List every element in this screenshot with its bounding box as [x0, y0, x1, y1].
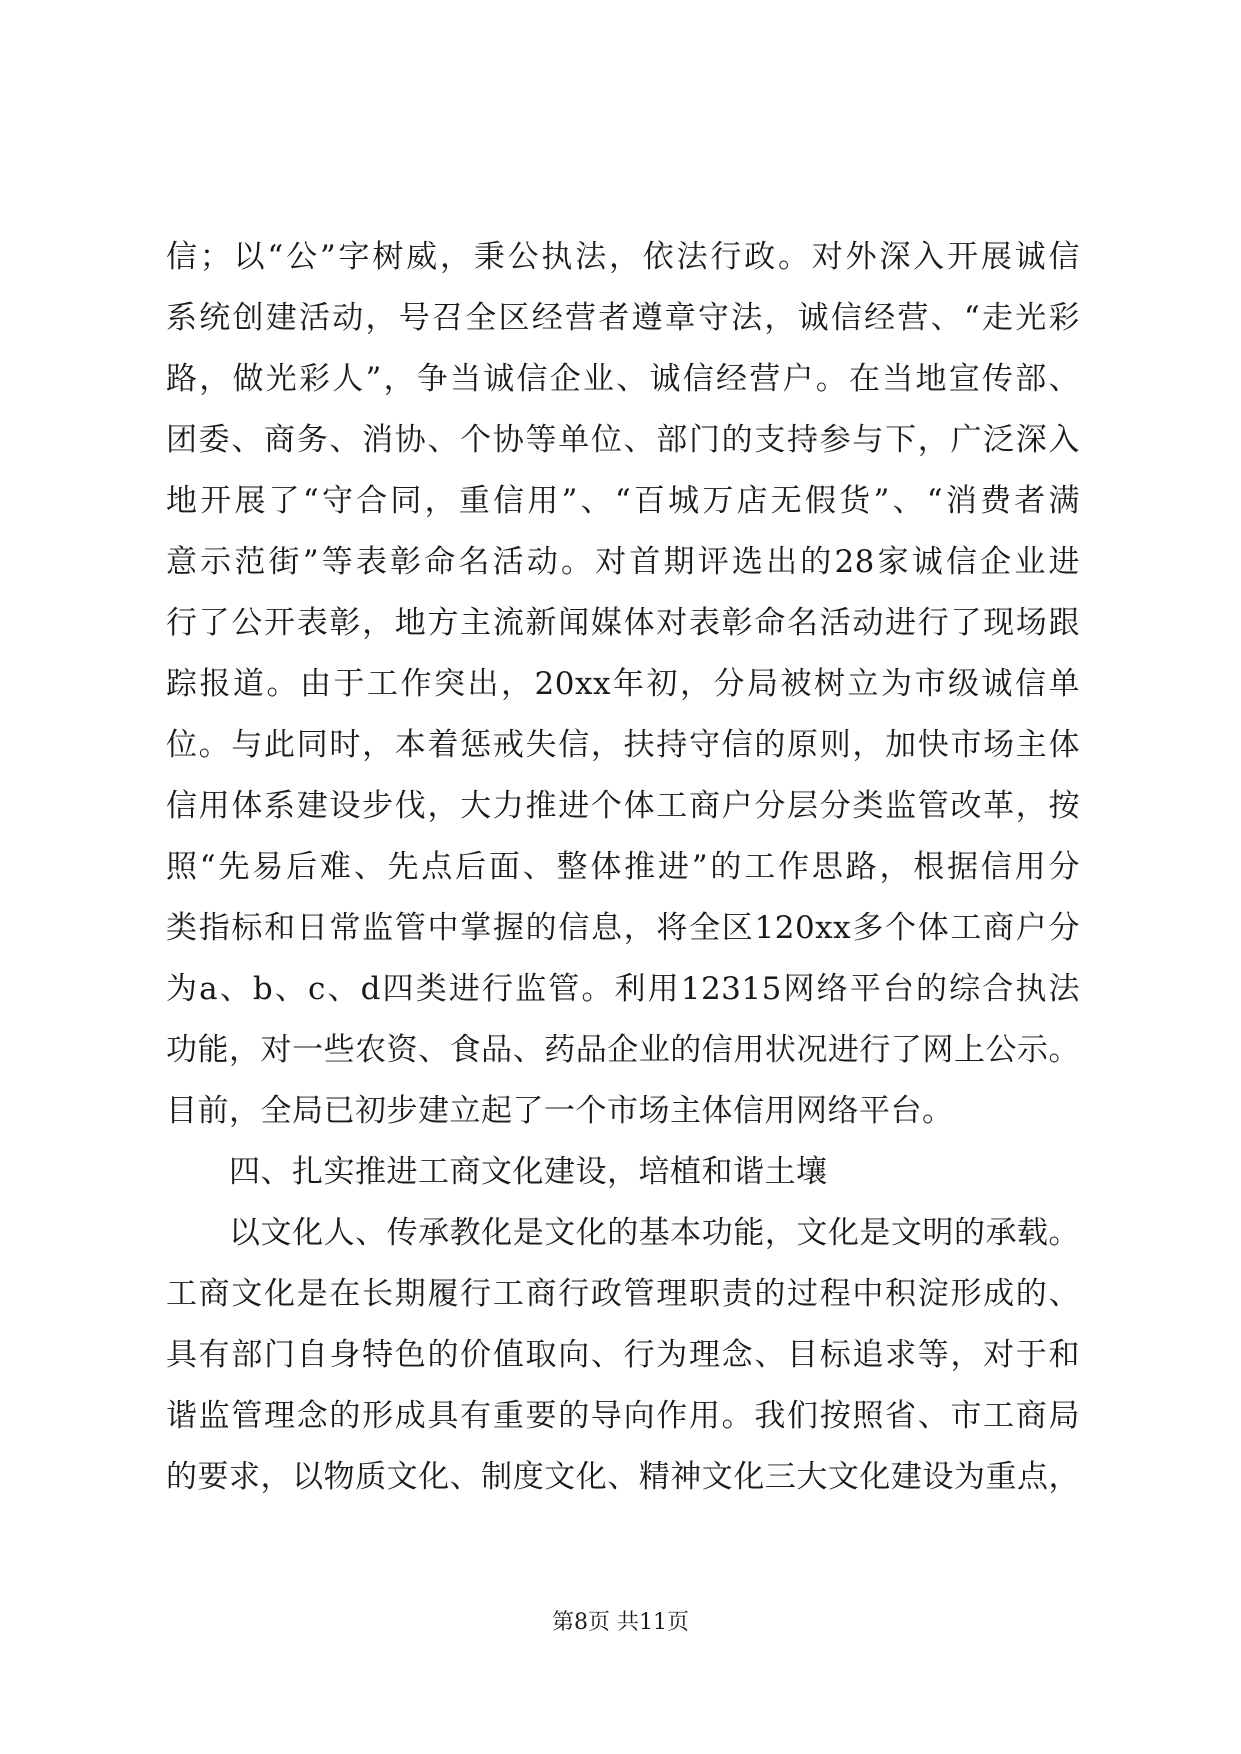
text-line: 以文化人、传承教化是文化的基本功能，文化是文明的承载。	[166, 1215, 1080, 1251]
text-line: 意示范街”等表彰命名活动。对首期评选出的28家诚信企业进	[166, 544, 1080, 580]
text-line: 路，做光彩人”，争当诚信企业、诚信经营户。在当地宣传部、	[166, 361, 1080, 397]
text-line: 类指标和日常监管中掌握的信息，将全区120xx多个体工商户分	[166, 910, 1080, 946]
text-line: 为a、b、c、d四类进行监管。利用12315网络平台的综合执法	[166, 971, 1080, 1007]
text-line: 位。与此同时，本着惩戒失信，扶持守信的原则，加快市场主体	[166, 727, 1080, 763]
text-line: 具有部门自身特色的价值取向、行为理念、目标追求等，对于和	[166, 1337, 1080, 1373]
text-line: 的要求，以物质文化、制度文化、精神文化三大文化建设为重点，	[166, 1459, 1080, 1495]
text-line: 照“先易后难、先点后面、整体推进”的工作思路，根据信用分	[166, 849, 1080, 885]
page-number: 第8页 共11页	[552, 1610, 689, 1635]
section-heading: 四、扎实推进工商文化建设，培植和谐土壤	[166, 1154, 828, 1190]
text-line: 行了公开表彰，地方主流新闻媒体对表彰命名活动进行了现场跟	[166, 605, 1080, 641]
text-line: 谐监管理念的形成具有重要的导向作用。我们按照省、市工商局	[166, 1398, 1080, 1434]
text-line: 踪报道。由于工作突出，20xx年初，分局被树立为市级诚信单	[166, 666, 1080, 702]
text-line: 工商文化是在长期履行工商行政管理职责的过程中积淀形成的、	[166, 1276, 1080, 1312]
text-line: 信；以“公”字树威，秉公执法，依法行政。对外深入开展诚信	[166, 239, 1080, 275]
text-line: 团委、商务、消协、个协等单位、部门的支持参与下，广泛深入	[166, 422, 1080, 458]
text-line: 地开展了“守合同，重信用”、“百城万店无假货”、“消费者满	[166, 483, 1080, 519]
text-line: 系统创建活动，号召全区经营者遵章守法，诚信经营、“走光彩	[166, 300, 1080, 336]
text-line: 功能，对一些农资、食品、药品企业的信用状况进行了网上公示。	[166, 1032, 1080, 1068]
text-line: 信用体系建设步伐，大力推进个体工商户分层分类监管改革，按	[166, 788, 1080, 824]
text-line: 目前，全局已初步建立起了一个市场主体信用网络平台。	[166, 1093, 954, 1129]
body-text	[166, 227, 1080, 1508]
page-footer	[0, 1608, 1241, 1638]
